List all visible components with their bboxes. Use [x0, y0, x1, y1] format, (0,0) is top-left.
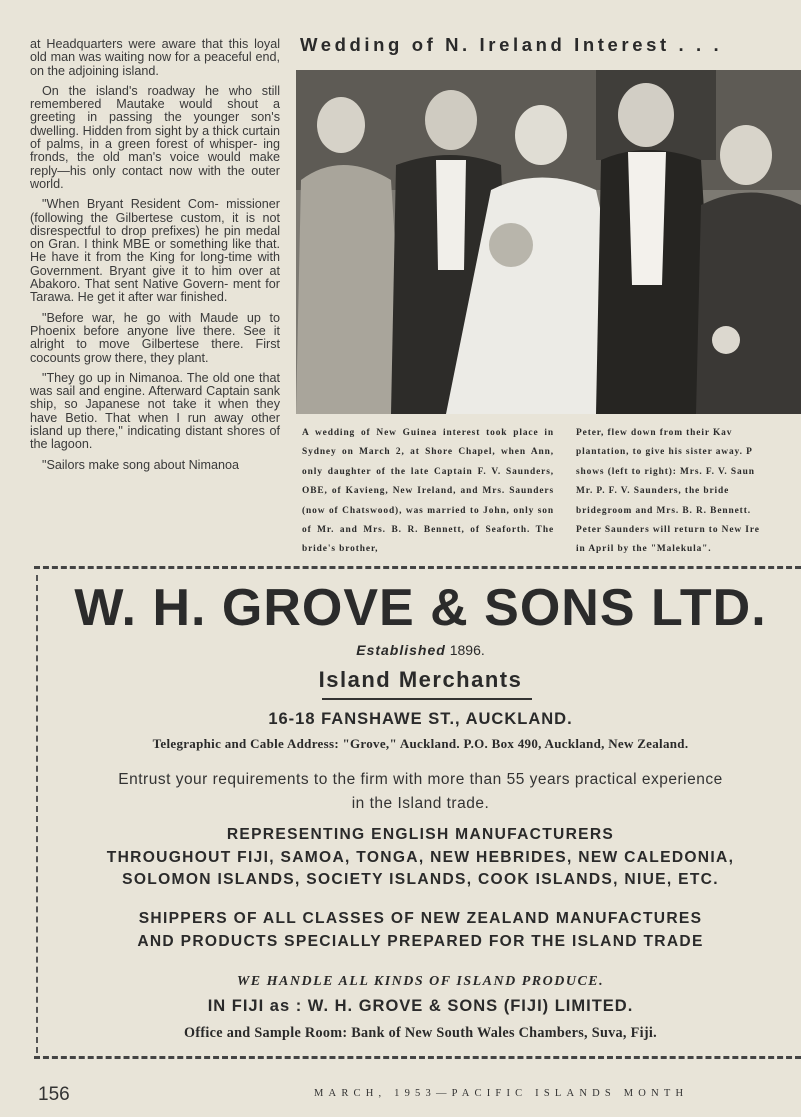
ad-established: [40, 642, 801, 658]
ad-representing-line: SOLOMON ISLANDS, SOCIETY ISLANDS, COOK ISLANDS, NIUE, ETC.: [122, 871, 719, 888]
ad-representing-line: THROUGHOUT FIJI, SAMOA, TONGA, NEW HEBRIDES, NEW CALEDONIA,: [106, 848, 735, 866]
caption-line: plantation, to give his sister away. P: [576, 447, 753, 458]
ad-entrust-line: Entrust your requirements to the firm with more than 55 years practical experience: [118, 771, 723, 788]
caption-line: Mr. P. F. V. Saunders, the bride: [576, 486, 730, 497]
ad-office: Office and Sample Room: Bank of New South Wales Chambers, Suva, Fiji.: [184, 1025, 657, 1041]
story-paragraph: "When Bryant Resident Com- missioner (following the Gilbertese custom, it is not disrespectful to drop prefixes) he pin medal on Gran. I think MBE or something like that. He have it from the King for long-time with Government. Bryant give it to him over at Abakoro. That sent Native Govern- ment for Tarawa. He get it after war finished.: [30, 197, 280, 305]
ad-bottom-border: [34, 1056, 801, 1059]
ad-entrust-line: in the Island trade.: [351, 795, 490, 812]
ad-top-border: [34, 566, 801, 569]
ad-representing-line: REPRESENTING ENGLISH MANUFACTURERS: [226, 826, 615, 843]
ad-established-label: Established: [356, 642, 446, 658]
wedding-headline: Wedding of N. Ireland Interest . . .: [300, 34, 723, 55]
caption-line: Peter Saunders will return to New Ire: [576, 525, 760, 536]
ad-produce: WE HANDLE ALL KINDS OF ISLAND PRODUCE.: [236, 974, 605, 989]
caption-line: bridegroom and Mrs. B. R. Bennett.: [576, 505, 751, 516]
story-paragraph: at Headquarters were aware that this loyal old man was waiting now for a peaceful end, on the adjoining island.: [30, 37, 280, 78]
photo-caption: A wedding of New Guinea interest took place in Sydney on March 2, at Shore Chapel, when Ann, only daughter of the late Captain F. V. Saunders, OBE, of Kavieng, New Ireland, and Mrs. Saunders (now of Chatswood), was married to John, only son of Mr. and Mrs. B. R. Bennett, of Seaforth. The bride's brother,: [302, 428, 554, 555]
ad-shippers-line: SHIPPERS OF ALL CLASSES OF NEW ZEALAND MANUFACTURES: [138, 910, 703, 927]
story-column: [30, 38, 280, 479]
ad-tagline: Island Merchants: [318, 667, 523, 692]
ad-telegraph: Telegraphic and Cable Address: "Grove," Auckland. P.O. Box 490, Auckland, New Zealand.: [152, 736, 689, 751]
wedding-photo: [296, 70, 801, 414]
caption-line: in April by the "Malekula".: [576, 544, 712, 555]
ad-established-year: 1896.: [449, 642, 485, 658]
wedding-photo-illustration: [296, 70, 801, 414]
caption-line: shows (left to right): Mrs. F. V. Saun: [576, 466, 755, 477]
story-paragraph: On the island's roadway he who still remembered Mautake would shout a greeting in passing the younger son's dwelling. Hidden from sight by a thick curtain of palms, in a green forest of whisper- ing fronds, the old man's voice would make reply—his only contact now with the outer world.: [30, 83, 280, 191]
photo-caption-continued: [576, 424, 801, 560]
story-paragraph: "Before war, he go with Maude up to Phoenix before anyone live there. See it alright to move Gilbertese there. First cocounts grow there, they plant.: [30, 310, 280, 365]
ad-fiji-branch: IN FIJI as : W. H. GROVE & SONS (FIJI) LIMITED.: [207, 997, 634, 1015]
ad-entrust: [40, 768, 801, 816]
ad-left-border: [36, 575, 38, 1053]
story-paragraph: "They go up in Nimanoa. The old one that was sail and engine. Afterward Captain sank ship, so Japanese not take it when they have Betio. That when I run away other island up there," indicating distant shores of the lagoon.: [30, 370, 280, 452]
ad-address: 16-18 FANSHAWE ST., AUCKLAND.: [268, 710, 573, 728]
ad-representing: [40, 824, 801, 892]
ad-company-name: W. H. GROVE & SONS LTD.: [74, 579, 767, 637]
caption-line: Peter, flew down from their Kav: [576, 428, 733, 438]
page-number: 156: [38, 1084, 70, 1105]
running-footer: MARCH, 1953—PACIFIC ISLANDS MONTH: [314, 1088, 689, 1099]
story-paragraph: "Sailors make song about Nimanoa: [42, 457, 239, 472]
ad-shippers: [40, 908, 801, 953]
ad-tagline-underline: [322, 698, 532, 700]
ad-shippers-line: AND PRODUCTS SPECIALLY PREPARED FOR THE ISLAND TRADE: [137, 932, 704, 950]
